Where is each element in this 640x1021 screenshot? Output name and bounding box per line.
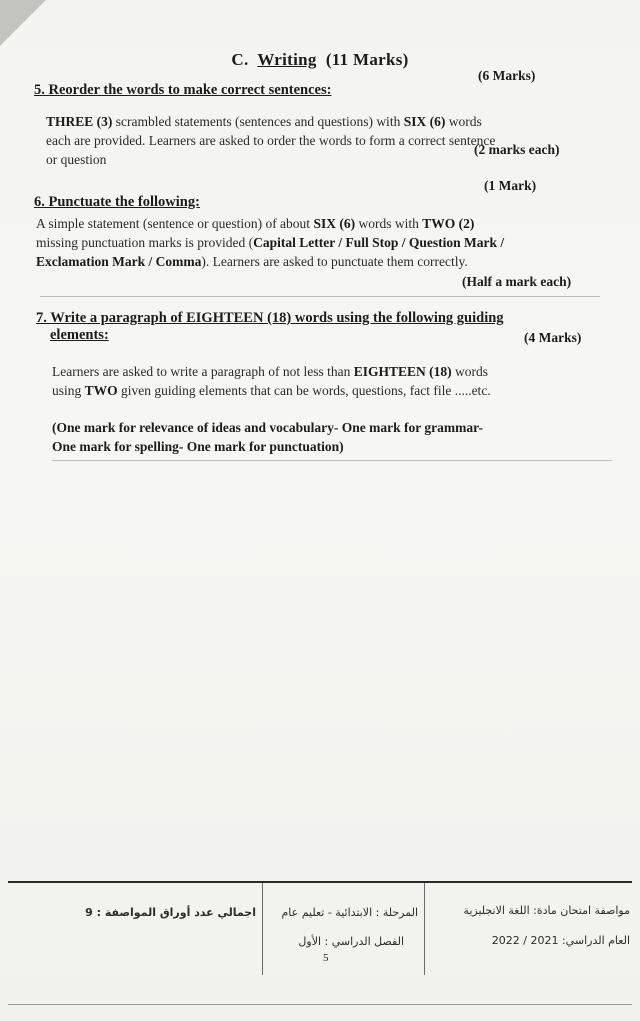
q6-line3: Exclamation Mark / Comma). Learners are asked to punctuate them correctly. xyxy=(36,254,468,269)
q5-line2: each are provided. Learners are asked to order the words to form a correct sentence xyxy=(46,133,496,148)
q7-criteria: (One mark for relevance of ideas and vocabulary- One mark for grammar- One mark for spelling- One mark for punctuation) xyxy=(52,420,484,454)
q5-line3: or question xyxy=(46,152,107,167)
section-title xyxy=(0,50,640,70)
footer-semester: الفصل الدراسي : الأول xyxy=(298,935,404,948)
q6-marks: (1 Mark) xyxy=(484,178,537,193)
page-corner-shadow xyxy=(0,0,46,46)
q7-marks: (4 Marks) xyxy=(524,330,582,345)
q6-heading: 6. Punctuate the following: xyxy=(34,194,200,210)
q5-each-marks: (2 marks each) xyxy=(474,142,560,157)
footer-divider-right xyxy=(424,883,425,975)
q5-marks: (6 Marks) xyxy=(478,68,536,83)
footer-bottom-rule xyxy=(8,1004,632,1005)
footer-spec-subject: مواصفة امتحان مادة: اللغة الانجليزية xyxy=(463,904,630,917)
footer-divider-left xyxy=(262,883,263,975)
answer-line xyxy=(52,460,612,461)
footer-school-year: العام الدراسي: 2021 / 2022 xyxy=(491,934,630,947)
q7-heading: 7. Write a paragraph of EIGHTEEN (18) words using the following guiding elements: xyxy=(36,310,504,343)
q7-description xyxy=(52,362,622,400)
footer-rule xyxy=(8,881,632,883)
footer-stage: المرحلة : الابتدائية - تعليم عام xyxy=(281,906,418,919)
q5-line1: THREE (3) scrambled statements (sentences and questions) with SIX (6) words xyxy=(46,114,482,129)
q6-each-marks: (Half a mark each) xyxy=(462,274,572,289)
q6-line2: missing punctuation marks is provided (Capital Letter / Full Stop / Question Mark / xyxy=(36,235,505,250)
q6-description xyxy=(36,214,626,271)
q6-line1: A simple statement (sentence or question) of about SIX (6) words with TWO (2) xyxy=(36,216,475,231)
section-marks: (11 Marks) xyxy=(325,50,409,69)
q5-description xyxy=(46,112,626,169)
page-number: 5 xyxy=(323,952,329,964)
section-letter: C. xyxy=(231,50,249,69)
divider-line xyxy=(40,296,600,297)
section-word: Writing xyxy=(257,50,317,69)
q7-line2: using TWO given guiding elements that can be words, questions, fact file .....etc. xyxy=(52,383,491,398)
q7-line1: Learners are asked to write a paragraph of not less than EIGHTEEN (18) words xyxy=(52,364,489,379)
footer-total-pages: اجمالي عدد أوراق المواصفة : 9 xyxy=(85,906,256,919)
q5-heading: 5. Reorder the words to make correct sentences: xyxy=(34,82,332,98)
